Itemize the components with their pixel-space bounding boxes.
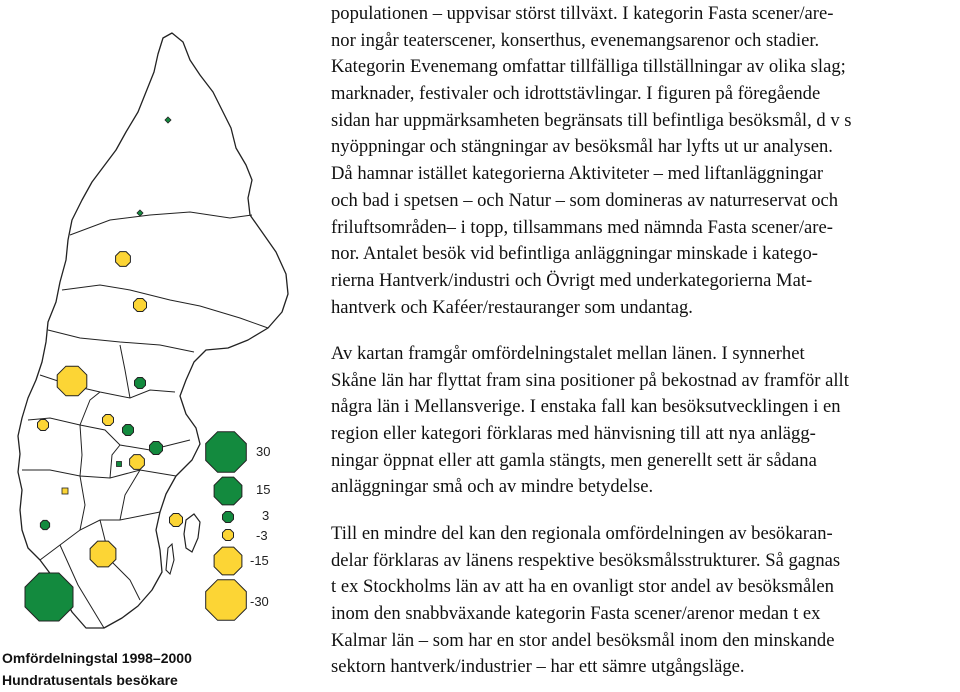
text-line: hantverk och Kaféer/restauranger som undantag. (331, 296, 693, 318)
legend-label-minus-3: -3 (256, 528, 268, 543)
county-symbol (25, 573, 73, 621)
county-symbol (40, 520, 49, 529)
county-symbol (170, 514, 183, 527)
legend-symbol-30 (206, 432, 247, 473)
legend-symbol-15 (214, 477, 242, 505)
text-line: rierna Hantverk/industri och Övrigt med underkategorierna Mat- (331, 269, 813, 291)
text-line: nor. Antalet besök vid befintliga anläggningar minskade i katego- (331, 243, 818, 265)
county-symbol (123, 425, 134, 436)
text-line: delar förklaras av länens respektive besöksmålsstrukturer. Så gagnas (331, 549, 841, 571)
text-line: nor ingår teaterscener, konserthus, evenemangsarenor och stadier. (331, 29, 820, 51)
text-line: Till en mindre del kan den regionala omfördelningen av besökaran- (331, 523, 833, 544)
county-symbol (103, 415, 114, 426)
map-caption-title: Omfördelningstal 1998–2000 (2, 650, 192, 666)
county-symbol (130, 455, 145, 470)
text-line: sektorn hantverk/industrier – har ett sämre utgångsläge. (331, 656, 745, 678)
text-line: region eller kategori förklaras med hänvisning till att nya anlägg- (331, 423, 816, 445)
text-line: sidan har uppmärksamheten begränsats till befintliga besöksmål, d v s (331, 109, 852, 131)
legend-symbol-3 (223, 512, 234, 523)
county-symbol (116, 252, 131, 267)
sweden-outline (18, 33, 288, 628)
text-line: Skåne län har flyttat fram sina positioner på bekostnad av framför allt (331, 369, 849, 391)
legend-label-minus-30: -30 (250, 594, 269, 609)
text-line: Då hamnar istället kategorierna Aktiviteter – med liftanläggningar (331, 163, 824, 185)
paragraph-2 (331, 341, 956, 501)
text-line: inom den snabbväxande kategorin Fasta scener/arenor medan t ex (331, 603, 821, 625)
legend-label-15: 15 (256, 482, 271, 497)
legend-symbol-minus-3 (223, 530, 234, 541)
county-map-figure (0, 0, 330, 692)
oland-island (166, 544, 174, 574)
paragraph-3 (331, 521, 956, 681)
text-line: anläggningar små och av mindre betydelse. (331, 476, 654, 498)
text-line: nyöppningar och stängningar av besöksmål har lyfts ut ur analysen. (331, 136, 833, 158)
text-line: Kalmar län – som har en stor andel besöksmål inom den minskande (331, 629, 835, 651)
county-symbol (117, 462, 122, 467)
text-line: friluftsområden– i topp, tillsammans med nämnda Fasta scener/are- (331, 216, 833, 238)
text-line: Kategorin Evenemang omfattar tillfälliga tillställningar av olika slag; (331, 56, 846, 78)
paragraph-1 (331, 1, 956, 321)
legend-label-3: 3 (262, 508, 270, 523)
text-line: ningar öppnat eller att gamla stängts, men generellt sett är sådana (331, 449, 817, 471)
legend-symbol-minus-30 (206, 580, 247, 621)
gotland-island (184, 514, 200, 552)
text-line: marknader, festivaler och idrottstävlingar. I figuren på föregående (331, 83, 821, 105)
legend-label-30: 30 (256, 444, 271, 459)
map-caption-unit: Hundratusentals besökare (2, 672, 178, 688)
text-line: t ex Stockholms län av att ha en ovanligt stor andel av besöksmålen (331, 576, 834, 598)
text-line: och bad i spetsen – och Natur – som domineras av naturreservat och (331, 189, 839, 211)
sweden-county-map (0, 0, 330, 692)
legend-symbol-minus-15 (214, 547, 242, 575)
county-symbol (57, 366, 87, 396)
text-line: populationen – uppvisar störst tillväxt. I kategorin Fasta scener/are- (331, 3, 834, 24)
text-line: några län i Mellansverige. I enstaka fall kan besöksutvecklingen i en (331, 396, 841, 418)
text-line: Av kartan framgår omfördelningstalet mellan länen. I synnerhet (331, 343, 805, 364)
county-symbol (150, 442, 163, 455)
county-symbol (135, 378, 146, 389)
legend-label-minus-15: -15 (250, 553, 269, 568)
county-symbol (62, 488, 68, 494)
county-symbol (90, 541, 116, 567)
county-symbol (38, 420, 49, 431)
county-symbol (134, 299, 147, 312)
